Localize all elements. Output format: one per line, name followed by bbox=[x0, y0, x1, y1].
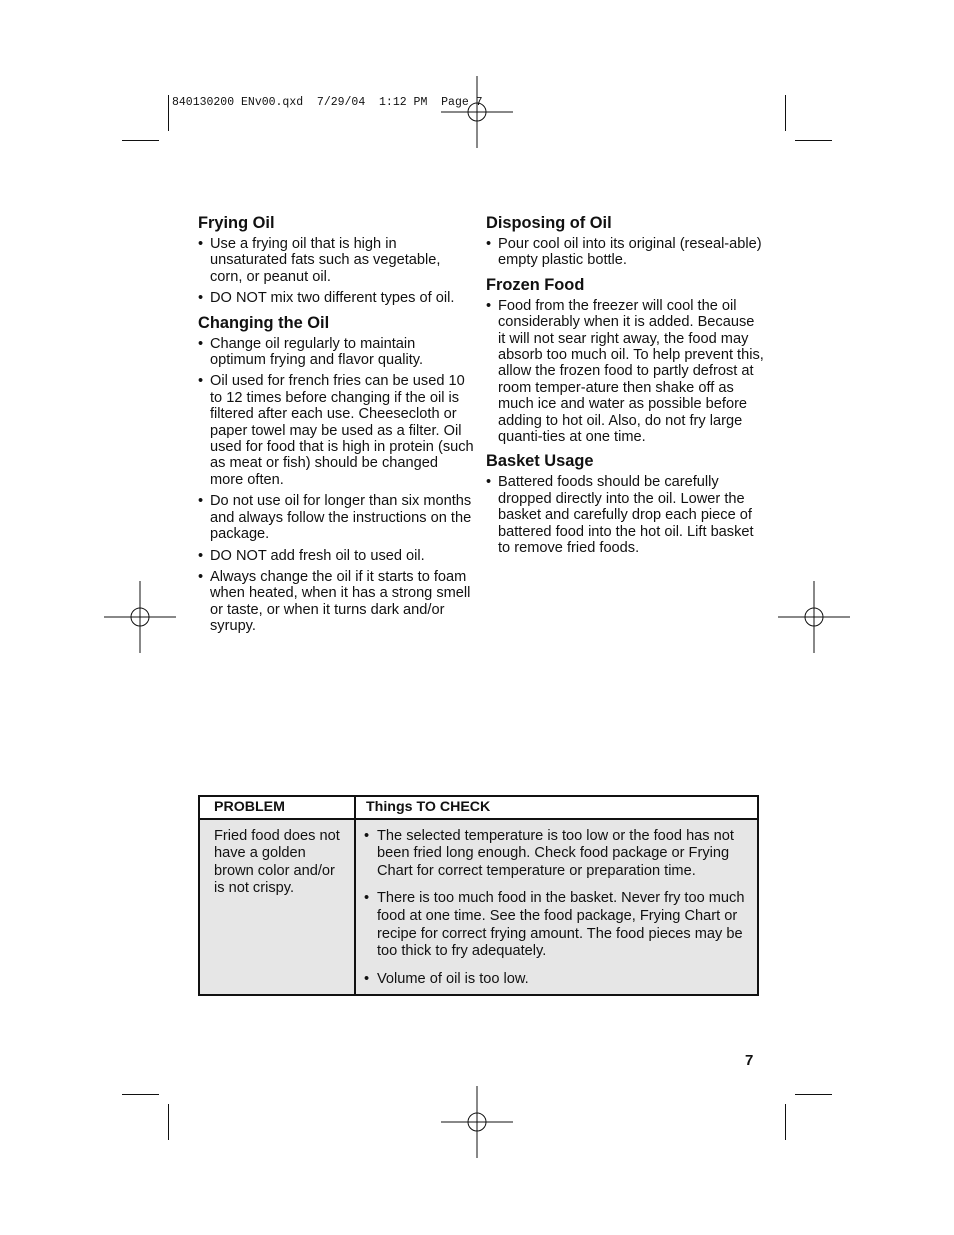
list-item: • Use a frying oil that is high in unsaturated fats such as vegetable, corn, or peanut oil. bbox=[198, 236, 474, 285]
section-title-disposing-oil: Disposing of Oil bbox=[486, 214, 612, 232]
list-item: • DO NOT add fresh oil to used oil. bbox=[198, 548, 474, 564]
list-item: • Battered foods should be carefully dropped directly into the oil. Lower the basket and carefully drop each piece of battered food into the hot oil. Lift basket to remove fried foods. bbox=[486, 474, 764, 556]
crop-mark bbox=[795, 140, 832, 141]
list-item: • Change oil regularly to maintain optimum frying and flavor quality. bbox=[198, 336, 474, 369]
crop-mark bbox=[795, 1094, 832, 1095]
crop-mark bbox=[122, 140, 159, 141]
list-item: • DO NOT mix two different types of oil. bbox=[198, 290, 474, 306]
page-number: 7 bbox=[745, 1052, 754, 1069]
section-title-frying-oil: Frying Oil bbox=[198, 214, 275, 232]
crop-mark bbox=[168, 95, 169, 131]
section-title-basket-usage: Basket Usage bbox=[486, 452, 594, 471]
registration-mark-icon bbox=[104, 581, 176, 653]
changing-oil-list bbox=[198, 336, 474, 635]
table-row bbox=[199, 819, 758, 996]
column-header-things-to-check: Things TO CHECK bbox=[355, 796, 758, 819]
right-column bbox=[486, 213, 764, 563]
problem-cell: Fried food does not have a golden brown color and/or is not crispy. bbox=[199, 819, 355, 996]
registration-mark-icon bbox=[441, 76, 513, 148]
checks-list bbox=[364, 828, 749, 989]
disposing-oil-list bbox=[486, 236, 764, 269]
troubleshooting-table bbox=[198, 795, 759, 996]
list-item: • Oil used for french fries can be used 10 to 12 times before changing if the oil is filtered after each use. Cheesecloth or paper towel may be used as a filter. Oil used for food that is high in protein (such as meat or fish) should be changed more often. bbox=[198, 373, 474, 488]
list-item: • Do not use oil for longer than six months and always follow the instructions on the package. bbox=[198, 493, 474, 542]
section-title-frozen-food: Frozen Food bbox=[486, 275, 585, 294]
frozen-food-list bbox=[486, 298, 764, 446]
list-item: • Always change the oil if it starts to foam when heated, when it has a strong smell or taste, or when it turns dark and/or syrupy. bbox=[198, 569, 474, 635]
list-item: • Pour cool oil into its original (reseal-able) empty plastic bottle. bbox=[486, 236, 764, 269]
crop-mark bbox=[785, 95, 786, 131]
printer-slug: 840130200 ENv00.qxd 7/29/04 1:12 PM Page 7 bbox=[172, 96, 483, 109]
registration-mark-icon bbox=[778, 581, 850, 653]
left-column bbox=[198, 213, 474, 641]
crop-mark bbox=[785, 1104, 786, 1140]
list-item: • Food from the freezer will cool the oil considerably when it is added. Because it will not sear right away, the food may absorb too much oil. To help prevent this, allow the frozen food to partly defrost at room temper-ature then shake off as much ice and water as possible before adding to hot oil. Also, do not fry large quanti-ties at one time. bbox=[486, 298, 764, 446]
checks-cell bbox=[355, 819, 758, 996]
registration-mark-icon bbox=[441, 1086, 513, 1158]
crop-mark bbox=[122, 1094, 159, 1095]
list-item: • The selected temperature is too low or the food has not been fried long enough. Check food package or Frying Chart for correct temperature or preparation time. bbox=[364, 828, 749, 881]
section-title-changing-oil: Changing the Oil bbox=[198, 313, 330, 332]
frying-oil-list bbox=[198, 236, 474, 307]
list-item: • There is too much food in the basket. Never fry too much food at one time. See the food package, Frying Chart or recipe for correct frying amount. The food pieces may be too thick to fry adequately. bbox=[364, 890, 749, 960]
column-header-problem: PROBLEM bbox=[199, 796, 355, 819]
list-item: • Volume of oil is too low. bbox=[364, 971, 749, 989]
basket-usage-list bbox=[486, 474, 764, 556]
table-header-row bbox=[199, 796, 758, 819]
crop-mark bbox=[168, 1104, 169, 1140]
